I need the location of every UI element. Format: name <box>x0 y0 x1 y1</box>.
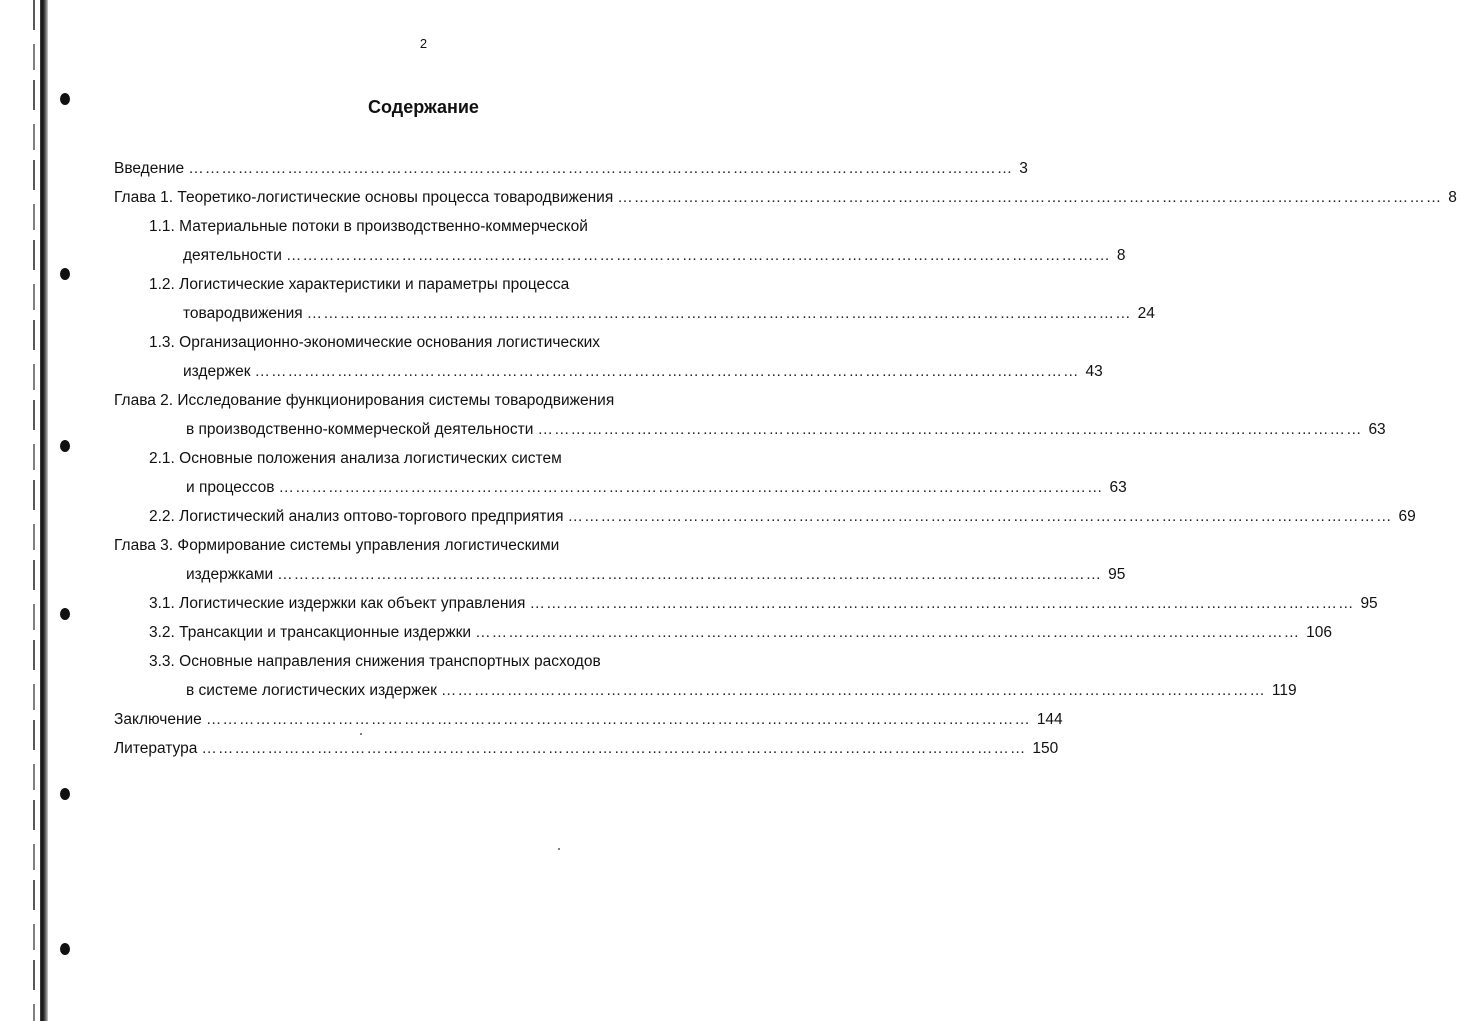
toc-entry-page: 8 <box>1116 247 1126 264</box>
toc-entry-text: в системе логистических издержек <box>186 682 437 699</box>
toc-leader: …………………………………………………………………………………………………………………………………… <box>537 421 1363 438</box>
toc-leader: …………………………………………………………………………………………………………………………………… <box>188 160 1014 177</box>
toc-entry-page: 95 <box>1108 566 1126 583</box>
toc-leader: …………………………………………………………………………………………………………………………………… <box>567 508 1393 525</box>
toc-entry-page: 24 <box>1137 305 1155 322</box>
toc-leader: …………………………………………………………………………………………………………………………………… <box>278 479 1104 496</box>
toc-entry-text: издержками <box>186 566 274 583</box>
toc-entry-section-2-1[interactable] <box>149 450 731 474</box>
toc-entry-text: 2.1. Основные положения анализа логистических систем <box>149 450 562 467</box>
toc-entry-section-1-1-continued[interactable] <box>183 247 1126 271</box>
toc-entry-literature[interactable] <box>114 740 1059 764</box>
toc-entry-section-1-2-continued[interactable] <box>183 305 1155 329</box>
scan-speck <box>558 848 560 850</box>
punch-hole <box>60 440 70 452</box>
toc-entry-text: Глава 2. Исследование функционирования системы товародвижения <box>114 392 615 409</box>
toc-entry-section-1-2[interactable] <box>149 276 731 300</box>
punch-hole <box>60 608 70 620</box>
toc-entry-text: 3.2. Трансакции и трансакционные издержки <box>149 624 472 641</box>
toc-entry-text: в производственно-коммерческой деятельности <box>186 421 534 438</box>
toc-entry-text: Литература <box>114 740 198 757</box>
toc-leader: …………………………………………………………………………………………………………………………………… <box>205 711 1031 728</box>
toc-leader: …………………………………………………………………………………………………………………………………… <box>254 363 1080 380</box>
toc-entry-section-3-2[interactable] <box>149 624 1332 648</box>
toc-entry-text: товародвижения <box>183 305 303 322</box>
toc-entry-text: 1.2. Логистические характеристики и параметры процесса <box>149 276 570 293</box>
toc-entry-section-1-3-continued[interactable] <box>183 363 1103 387</box>
toc-entry-page: 144 <box>1036 711 1063 728</box>
toc-entry-section-2-1-continued[interactable] <box>186 479 1127 503</box>
toc-leader: …………………………………………………………………………………………………………………………………… <box>529 595 1355 612</box>
toc-entry-text: издержек <box>183 363 251 380</box>
toc-leader: …………………………………………………………………………………………………………………………………… <box>440 682 1266 699</box>
toc-entry-text: Заключение <box>114 711 202 728</box>
toc-leader: …………………………………………………………………………………………………………………………………… <box>617 189 1443 206</box>
toc-entry-page: 43 <box>1085 363 1103 380</box>
toc-entry-chapter-2[interactable] <box>114 392 731 416</box>
toc-entry-page: 106 <box>1306 624 1332 641</box>
toc-entry-page: 150 <box>1032 740 1059 757</box>
toc-entry-text: 3.1. Логистические издержки как объект управления <box>149 595 526 612</box>
toc-entry-text: Глава 3. Формирование системы управления логистическими <box>114 537 560 554</box>
toc-entry-text: 3.3. Основные направления снижения транспортных расходов <box>149 653 601 670</box>
punch-hole <box>60 943 70 955</box>
toc-entry-section-3-1[interactable] <box>149 595 1378 619</box>
page-title: Содержание <box>368 97 479 117</box>
toc-entry-section-1-3[interactable] <box>149 334 731 358</box>
toc-entry-chapter-3-continued[interactable] <box>186 566 1126 590</box>
toc-entry-text: и процессов <box>186 479 275 496</box>
toc-entry-section-3-3[interactable] <box>149 653 731 677</box>
toc-entry-section-2-2[interactable] <box>149 508 1416 532</box>
binding-edge <box>40 0 48 1021</box>
toc-entry-page: 63 <box>1109 479 1127 496</box>
toc-entry-page: 3 <box>1019 160 1028 177</box>
toc-leader: …………………………………………………………………………………………………………………………………… <box>201 740 1027 757</box>
toc-entry-text: 2.2. Логистический анализ оптово-торгового предприятия <box>149 508 564 525</box>
punch-hole <box>60 788 70 800</box>
binding-edge-line <box>33 0 35 1021</box>
punch-hole <box>60 268 70 280</box>
toc-leader: …………………………………………………………………………………………………………………………………… <box>306 305 1132 322</box>
toc-entry-page: 119 <box>1271 682 1297 699</box>
toc-entry-page: 69 <box>1398 508 1416 525</box>
toc-entry-text: Введение <box>114 160 185 177</box>
toc-entry-chapter-1[interactable] <box>114 189 1457 213</box>
toc-leader: …………………………………………………………………………………………………………………………………… <box>277 566 1103 583</box>
toc-entry-section-1-1[interactable] <box>149 218 731 242</box>
toc-leader: …………………………………………………………………………………………………………………………………… <box>475 624 1301 641</box>
toc-entry-text: деятельности <box>183 247 282 264</box>
toc-entry-text: 1.3. Организационно-экономические основания логистических <box>149 334 601 351</box>
toc-entry-text: Глава 1. Теоретико-логистические основы процесса товародвижения <box>114 189 614 206</box>
toc-entry-section-3-3-continued[interactable] <box>186 682 1297 706</box>
toc-entry-page: 8 <box>1448 189 1457 206</box>
toc-entry-chapter-2-continued[interactable] <box>186 421 1386 445</box>
page-number: 2 <box>419 36 428 51</box>
toc-entry-page: 63 <box>1368 421 1386 438</box>
toc-entry-text: 1.1. Материальные потоки в производственно-коммерческой <box>149 218 588 235</box>
toc-leader: …………………………………………………………………………………………………………………………………… <box>285 247 1111 264</box>
toc-entry-introduction[interactable] <box>114 160 1028 184</box>
toc-entry-conclusion[interactable] <box>114 711 1063 735</box>
toc-entry-chapter-3[interactable] <box>114 537 731 561</box>
toc-entry-page: 95 <box>1360 595 1378 612</box>
